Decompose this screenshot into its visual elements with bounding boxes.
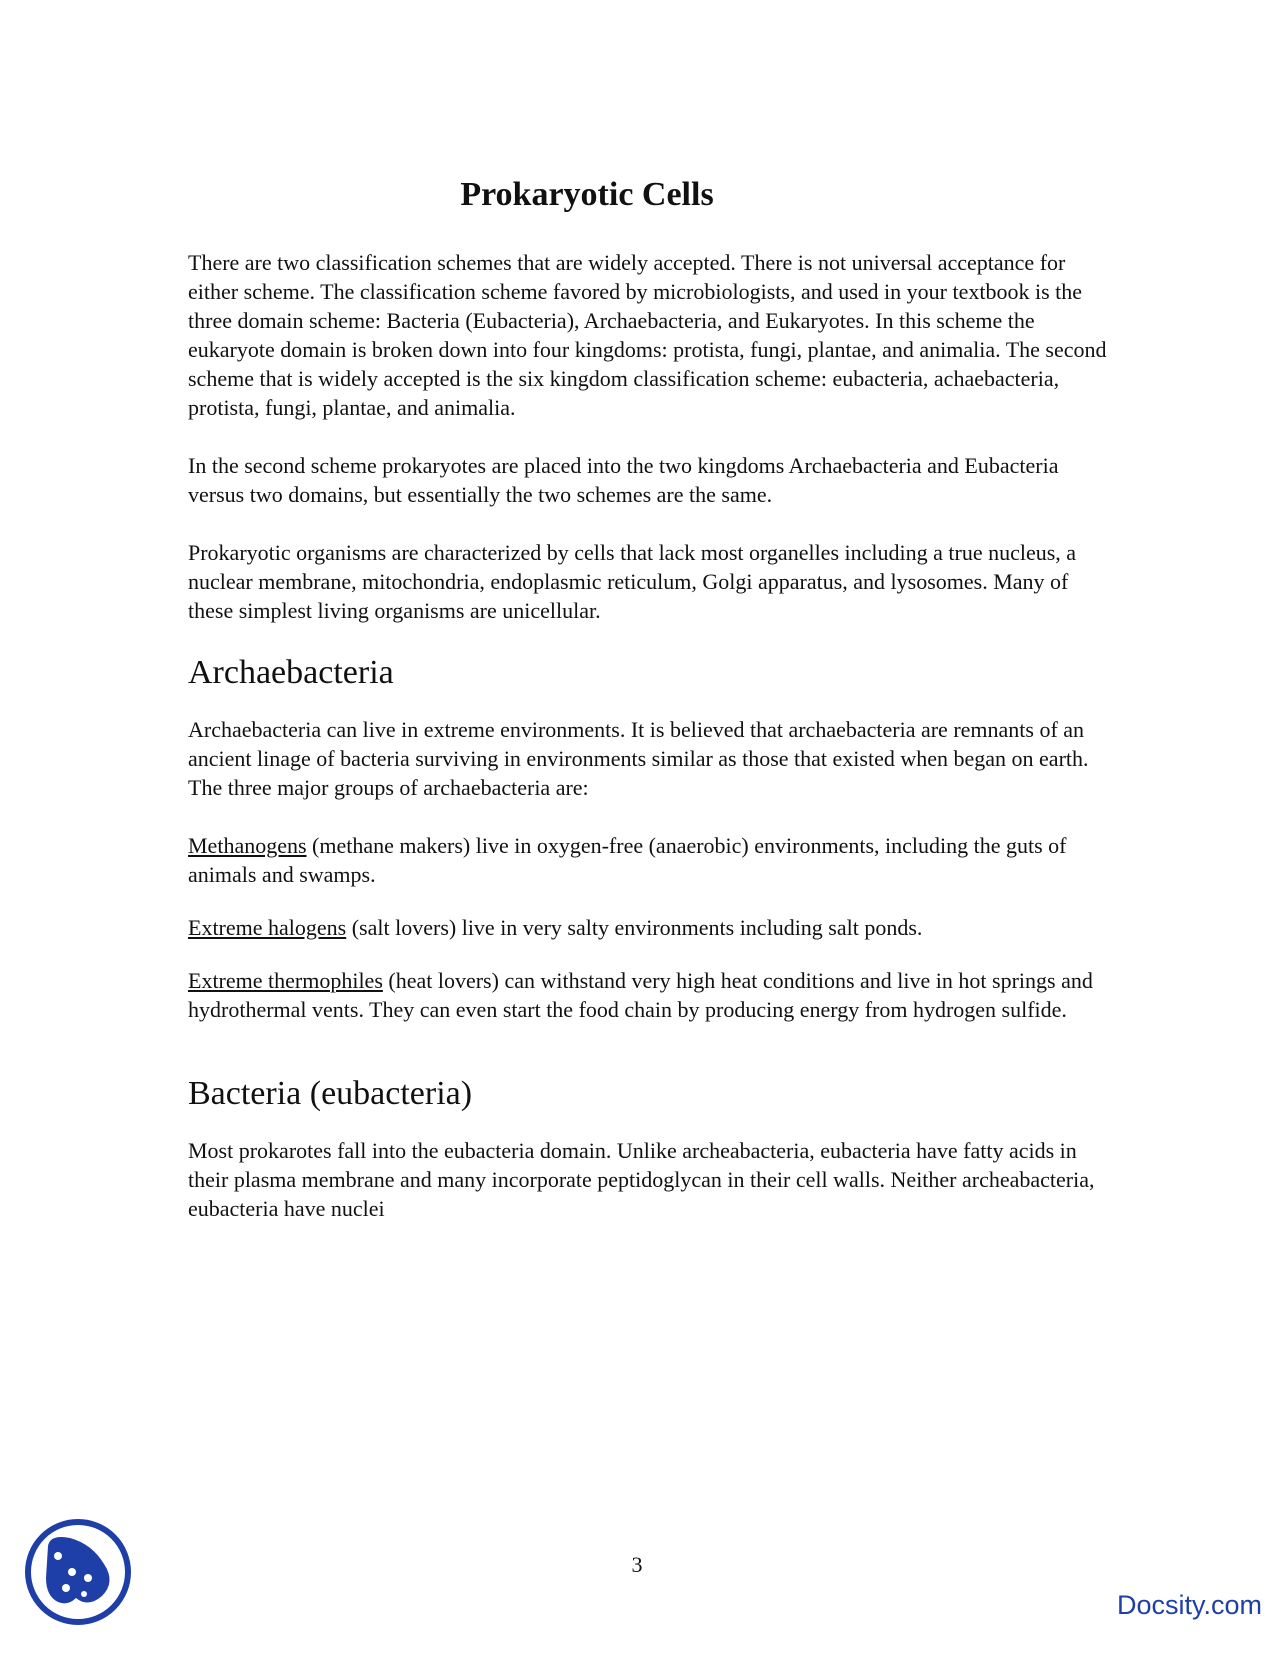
term-methanogens: Methanogens: [188, 833, 307, 858]
group-thermophiles: [188, 966, 1108, 1024]
group-halogens: [188, 913, 1108, 942]
section-heading-archaebacteria: Archaebacteria: [188, 654, 394, 691]
page-number: 3: [631, 1552, 643, 1577]
document-body: [188, 248, 1108, 1223]
section-heading-bacteria: Bacteria (eubacteria): [188, 1075, 473, 1112]
term-extreme-halogens: Extreme halogens: [188, 915, 347, 940]
intro-paragraph-1: There are two classification schemes that are widely accepted. There is not universal acceptance for either scheme. The classification scheme favored by microbiologists, and used in your textbook is the three domain scheme: Bacteria (Eubacteria), Archaebacteria, and Eukaryotes. In this scheme the eukaryote domain is broken down into four kingdoms: protista, fungi, plantae, and animalia. The second scheme that is widely accepted is the six kingdom classification scheme: eubacteria, achaebacteria, protista, fungi, plantae, and animalia.: [188, 250, 1107, 420]
group-methanogens-text: (methane makers) live in oxygen-free (anaerobic) environments, including the guts of animals and swamps.: [188, 833, 1067, 887]
bacteria-paragraph: Most prokarotes fall into the eubacteria domain. Unlike archeabacteria, eubacteria have fatty acids in their plasma membrane and many incorporate peptidoglycan in their cell walls. Neither archeabacteria, eubacteria have nuclei: [188, 1138, 1095, 1221]
docsity-site-link[interactable]: Docsity.com: [1116, 1590, 1262, 1620]
docsity-logo-icon[interactable]: [22, 1516, 134, 1628]
page-title: Prokaryotic Cells: [460, 176, 714, 213]
group-halogens-text: (salt lovers) live in very salty environments including salt ponds.: [346, 915, 923, 940]
archaebacteria-intro: Archaebacteria can live in extreme environments. It is believed that archaebacteria are remnants of an ancient linage of bacteria surviving in environments similar as those that existed when began on earth. The three major groups of archaebacteria are:: [188, 717, 1089, 800]
group-thermophiles-text: (heat lovers) can withstand very high heat conditions and live in hot springs and hydrothermal vents. They can even start the food chain by producing energy from hydrogen sulfide.: [188, 968, 1093, 1022]
intro-paragraph-3: Prokaryotic organisms are characterized by cells that lack most organelles including a true nucleus, a nuclear membrane, mitochondria, endoplasmic reticulum, Golgi apparatus, and lysosomes. Many of these simplest living organisms are unicellular.: [188, 540, 1077, 623]
intro-paragraph-2: In the second scheme prokaryotes are placed into the two kingdoms Archaebacteria and Eubacteria versus two domains, but essentially the two schemes are the same.: [188, 453, 1059, 507]
term-extreme-thermophiles: Extreme thermophiles: [188, 968, 383, 993]
group-methanogens: [188, 831, 1108, 889]
